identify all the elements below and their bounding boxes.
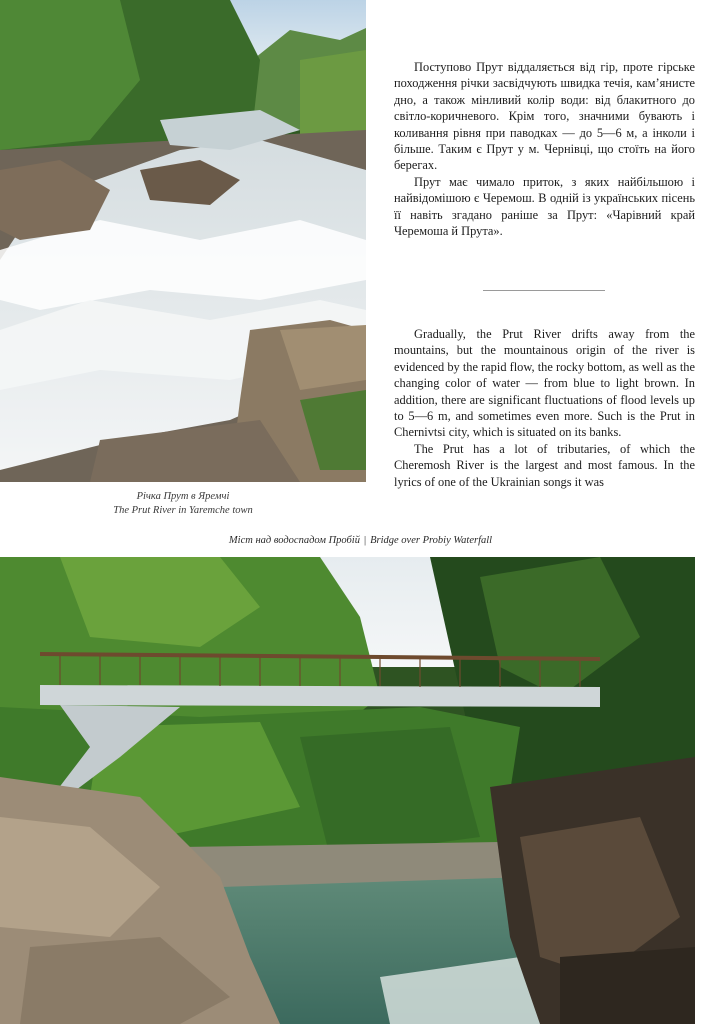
bridge-waterfall-photo bbox=[0, 557, 695, 1024]
river-rapids-photo bbox=[0, 0, 366, 482]
english-paragraph-2: The Prut has a lot of tributaries, of which the Cheremosh River is the largest and most famous. In the lyrics of one of the Ukrainian songs it was bbox=[394, 441, 695, 489]
top-photo-caption bbox=[0, 490, 366, 518]
english-text-block bbox=[394, 326, 695, 522]
english-paragraph-1: Gradually, the Prut River drifts away from the mountains, but the mountainous origin of the river is evidenced by the rapid flow, the rocky bottom, as well as the changing color of water — from blue to light brown. In addition, there are significant fluctuations of flood levels up to 5—6 m, and sometimes even more. Such is the Prut in Chernivtsi city, which is situated on its banks. bbox=[394, 327, 695, 440]
section-divider bbox=[483, 290, 605, 291]
bottom-photo-caption bbox=[0, 535, 721, 546]
bridge-caption-ukrainian: Міст над водоспадом Пробій bbox=[228, 535, 360, 546]
bridge-caption-english: Bridge over Probiy Waterfall bbox=[370, 535, 493, 546]
bridge-waterfall-illustration bbox=[0, 557, 695, 1024]
ukrainian-paragraph-1: Поступово Прут віддаляється від гір, проте гірське походження річки засвідчують швидка течія, кам’янисте дно, а також мінливий колір води: від блакитного до світло-коричневого. Крім того, значними бувають і коливання рівня при паводках — до 5—6 м, а інколи і більше. Таким є Прут у м. Чернівці, що стоїть на його берегах. bbox=[394, 60, 695, 173]
ukrainian-paragraph-2: Прут має чимало приток, з яких найбільшою і найвідомішою є Черемош. В одній із українських пісень її навіть згадано раніше за Прут: «Чарівний край Черемоша й Прута». bbox=[394, 174, 695, 239]
caption-ukrainian: Річка Прут в Яремчі bbox=[136, 491, 230, 502]
ukrainian-text-block bbox=[394, 59, 695, 239]
river-rapids-illustration bbox=[0, 0, 366, 482]
caption-english: The Prut River in Yaremche town bbox=[113, 505, 253, 516]
caption-separator: | bbox=[363, 535, 367, 546]
